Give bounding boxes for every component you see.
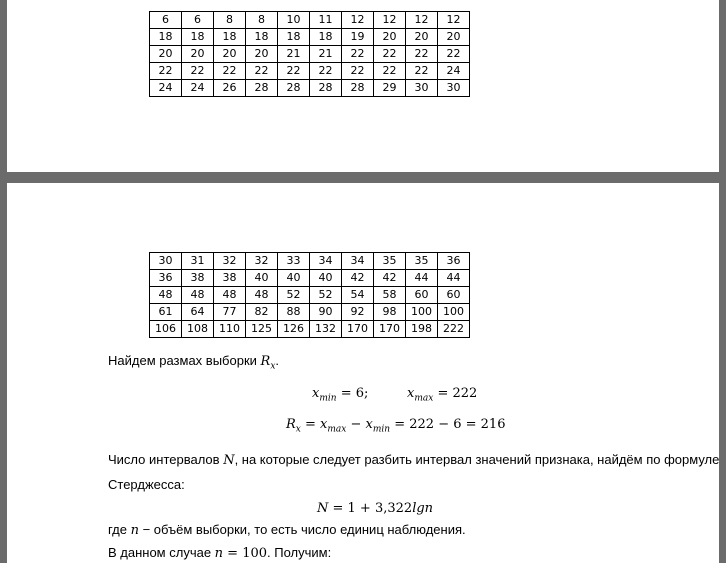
table-cell: 6 [150,12,182,29]
table-cell: 20 [406,29,438,46]
table-cell: 11 [310,12,342,29]
range-subscript: x [270,361,276,372]
table-cell: 222 [438,321,470,338]
table-cell: 77 [214,304,246,321]
table-cell: 22 [246,63,278,80]
table-cell: 44 [406,270,438,287]
table-row [150,63,470,80]
table-cell: 22 [374,46,406,63]
table-row [150,80,470,97]
table-cell: 20 [246,46,278,63]
xmin-value: = 6; [336,386,369,401]
table-cell: 30 [406,80,438,97]
table-row [150,253,470,270]
table-cell: 106 [150,321,182,338]
xmax-value: = 222 [433,386,478,401]
table-cell: 30 [438,80,470,97]
table-cell: 22 [310,63,342,80]
table-cell: 100 [438,304,470,321]
table-cell: 20 [150,46,182,63]
table-cell: 170 [342,321,374,338]
table-cell: 6 [182,12,214,29]
table-cell: 20 [214,46,246,63]
table-row [150,270,470,287]
xmax-symbol: x [407,386,415,401]
table-cell: 170 [374,321,406,338]
table-cell: 24 [438,63,470,80]
case-pre: В данном случае [108,545,215,560]
table-cell: 48 [214,287,246,304]
table-cell: 42 [374,270,406,287]
table-cell: 28 [342,80,374,97]
table-cell: 54 [342,287,374,304]
table-cell: 38 [214,270,246,287]
rx-symbol: R [286,417,296,432]
table-row [150,12,470,29]
intervals-text: Число интервалов [108,452,224,467]
document-page-2 [7,183,719,563]
range-period: . [275,353,280,368]
table-cell: 18 [182,29,214,46]
table-cell: 20 [182,46,214,63]
table-cell: 12 [438,12,470,29]
table-cell: 19 [342,29,374,46]
table-cell: 64 [182,304,214,321]
table-cell: 35 [374,253,406,270]
table-cell: 32 [214,253,246,270]
table-cell: 198 [406,321,438,338]
table-cell: 60 [438,287,470,304]
xmin-formula [312,386,368,404]
table-cell: 100 [406,304,438,321]
table-cell: 22 [374,63,406,80]
data-table-2 [149,252,470,338]
table-cell: 108 [182,321,214,338]
table-cell: 31 [182,253,214,270]
table-cell: 24 [182,80,214,97]
table-cell: 12 [374,12,406,29]
table-cell: 12 [406,12,438,29]
where-paragraph [108,522,466,538]
table-cell: 29 [374,80,406,97]
table-cell: 110 [214,321,246,338]
document-page-1 [7,0,719,172]
table-cell: 20 [374,29,406,46]
rx-result: = 222 − 6 = 216 [390,417,506,432]
table-cell: 44 [438,270,470,287]
table-cell: 36 [150,270,182,287]
table-cell: 18 [214,29,246,46]
xmax-subscript: max [414,393,434,404]
range-formula: $R_x = x_{max} - x_{min} = 222 - 6 = 216$ [286,417,506,435]
data-table-1 [149,11,470,97]
table-cell: 20 [438,29,470,46]
table-cell: 126 [278,321,310,338]
table-cell: 90 [310,304,342,321]
sturges-formula: N = 1 + 3,322lgn [317,501,434,516]
table-row [150,304,470,321]
table-cell: 22 [150,63,182,80]
range-intro-text: Найдем размах выборки [108,353,261,368]
table-cell: 18 [150,29,182,46]
table-cell: 82 [246,304,278,321]
table-cell: 21 [278,46,310,63]
table-cell: 92 [342,304,374,321]
table-cell: 24 [150,80,182,97]
table-cell: 26 [214,80,246,97]
table-row [150,46,470,63]
table-cell: 22 [342,63,374,80]
table-cell: 132 [310,321,342,338]
case-paragraph: В данном случае n = 100. Получим: [108,545,332,561]
table-cell: 28 [310,80,342,97]
table-row [150,321,470,338]
table-cell: 88 [278,304,310,321]
table-cell: 58 [374,287,406,304]
table-cell: 8 [214,12,246,29]
table-cell: 30 [150,253,182,270]
table-cell: 22 [406,63,438,80]
where-pre: где [108,522,131,537]
table-cell: 8 [246,12,278,29]
table-cell: 52 [310,287,342,304]
table-row [150,29,470,46]
table-cell: 42 [342,270,374,287]
table-cell: 40 [246,270,278,287]
table-cell: 36 [438,253,470,270]
table-cell: 34 [342,253,374,270]
table-cell: 22 [406,46,438,63]
table-cell: 10 [278,12,310,29]
table-cell: 48 [246,287,278,304]
range-variable: R [260,354,271,369]
table-cell: 48 [182,287,214,304]
table-cell: 33 [278,253,310,270]
table-cell: 22 [214,63,246,80]
range-intro-paragraph [108,353,279,372]
table-cell: 22 [182,63,214,80]
table-cell: 52 [278,287,310,304]
table-cell: 38 [182,270,214,287]
table-cell: 48 [150,287,182,304]
intervals-text-tail: , на которые следует разбить интервал значений признака, найдём по формуле [234,452,720,467]
xmax-formula [407,386,477,404]
table-cell: 18 [278,29,310,46]
table-row [150,287,470,304]
table-cell: 22 [278,63,310,80]
table-cell: 40 [278,270,310,287]
table-cell: 18 [246,29,278,46]
table-cell: 28 [246,80,278,97]
rx-subscript: x [295,424,301,435]
table-cell: 12 [342,12,374,29]
where-variable: n [130,523,139,538]
table-cell: 18 [310,29,342,46]
table-cell: 34 [310,253,342,270]
intervals-paragraph-line1 [108,452,719,468]
table-cell: 32 [246,253,278,270]
case-post: . Получим: [267,545,332,560]
table-cell: 125 [246,321,278,338]
table-cell: 61 [150,304,182,321]
table-cell: 22 [438,46,470,63]
table-cell: 28 [278,80,310,97]
table-cell: 40 [310,270,342,287]
intervals-paragraph-line2: Стерджесса: [108,477,185,492]
where-post: − объём выборки, то есть число единиц наблюдения. [138,522,466,537]
xmin-subscript: min [319,393,337,404]
table-cell: 21 [310,46,342,63]
table-cell: 60 [406,287,438,304]
table-cell: 35 [406,253,438,270]
intervals-variable: N [223,453,235,468]
table-cell: 22 [342,46,374,63]
xmin-symbol: x [312,386,320,401]
table-cell: 98 [374,304,406,321]
